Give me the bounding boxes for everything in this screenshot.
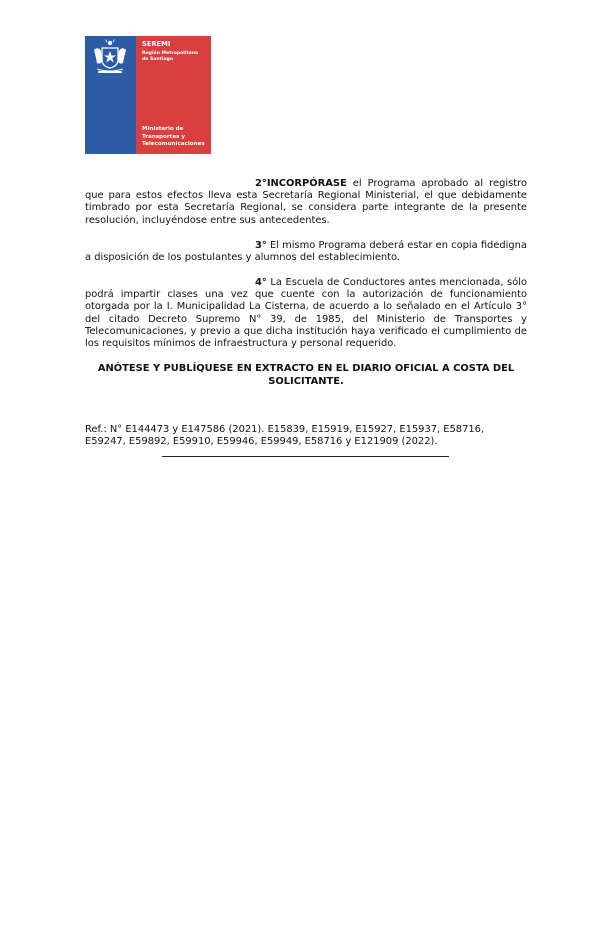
logo-subtitle: Región Metropolitana de Santiago bbox=[142, 51, 199, 63]
seremi-logo bbox=[85, 36, 211, 154]
logo-red-panel bbox=[136, 36, 211, 154]
paragraph-number: 4° bbox=[255, 277, 267, 288]
paragraph-number: 2° bbox=[255, 178, 267, 189]
paragraph-4 bbox=[85, 277, 527, 350]
paragraph-3 bbox=[85, 240, 527, 264]
divider-line bbox=[162, 456, 449, 457]
reference-list: Ref.: N° E144473 y E147586 (2021). E15839, E15919, E15927, E15937, E58716, E59247, E59892, E59910, E59946, E59949, E58716 y E121909 (2022). bbox=[85, 424, 485, 448]
paragraph-text: El mismo Programa deberá estar en copia fidedigna a disposición de los postulantes y alumnos del establecimiento. bbox=[85, 240, 527, 264]
logo-title: SEREMI bbox=[142, 40, 171, 48]
logo-blue-panel bbox=[85, 36, 136, 154]
logo-ministry: Ministerio de Transportes y Telecomunicaciones bbox=[142, 126, 205, 148]
coat-of-arms-icon bbox=[88, 38, 133, 78]
closing-statement: ANÓTESE Y PUBLÍQUESE EN EXTRACTO EN EL DIARIO OFICIAL A COSTA DEL SOLICITANTE. bbox=[97, 363, 515, 387]
paragraph-text: La Escuela de Conductores antes mencionada, sólo podrá impartir clases una vez que cuente con la autorización de funcionamiento otorgada por la I. Municipalidad La Cisterna, de acuerdo a lo señalado en el Artículo 3° del citado Decreto Supremo N° 39, de 1985, del Ministerio de Transportes y Telecomunicaciones, y previo a que dicha institución haya verificado el cumplimiento de los requisitos mínimos de infraestructura y personal requerido. bbox=[85, 277, 527, 350]
paragraph-text: el Programa aprobado al registro que para estos efectos lleva esta Secretaría Regional Ministerial, el que debidamente timbrado por esta Secretaría Regional, se considera parte integrante de la presente resolución, incluyéndose entre sus antecedentes. bbox=[85, 178, 527, 226]
paragraph-keyword: INCORPÓRASE bbox=[266, 178, 347, 189]
paragraph-number: 3° bbox=[255, 240, 267, 251]
paragraph-2 bbox=[85, 178, 527, 227]
